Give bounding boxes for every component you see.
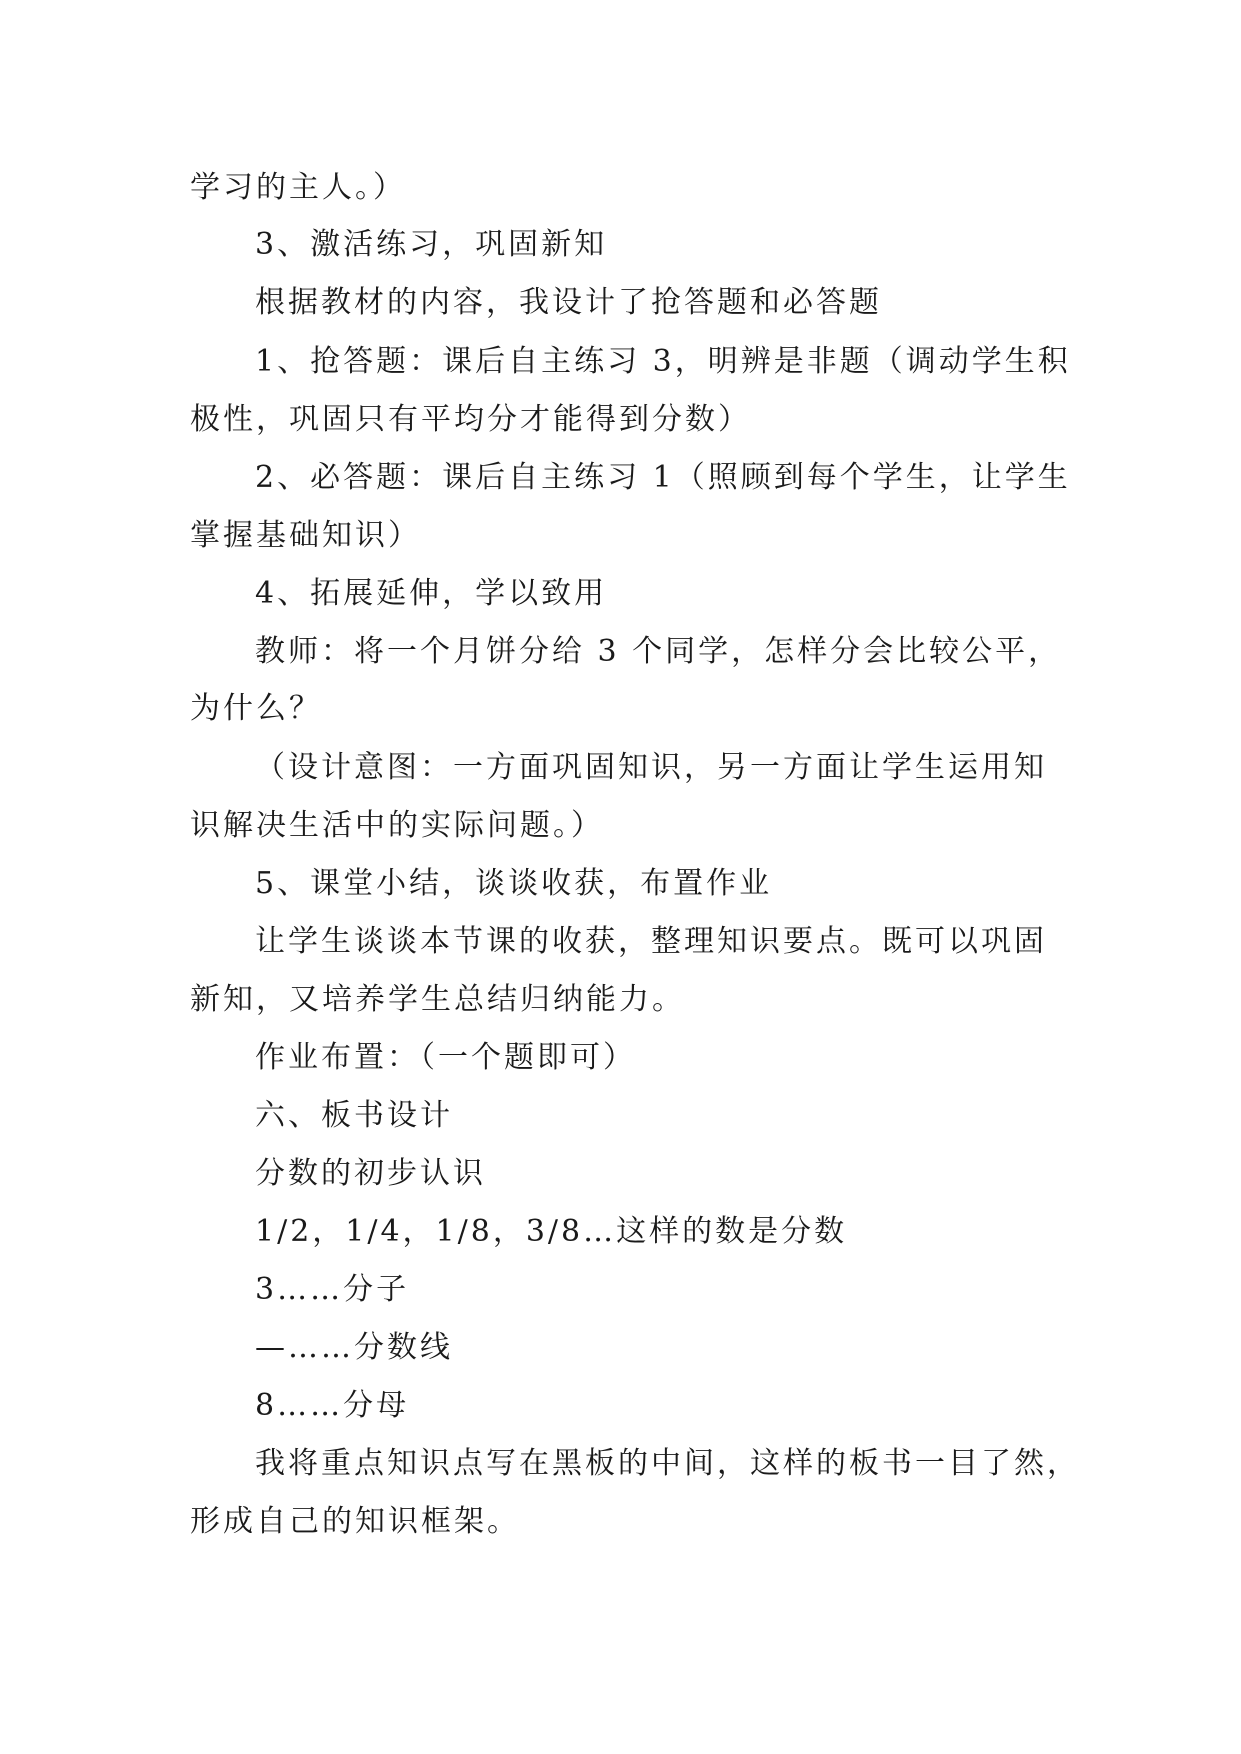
- text-line: 极性，巩固只有平均分才能得到分数）: [190, 402, 751, 437]
- text-line: 形成自己的知识框架。: [190, 1504, 520, 1539]
- text-line: （设计意图：一方面巩固知识，另一方面让学生运用知: [255, 750, 1047, 785]
- text-line: 3……分子: [255, 1272, 410, 1307]
- text-line: 学习的主人。）: [190, 170, 406, 205]
- text-line: 为什么？: [190, 691, 322, 726]
- text-line: 1、抢答题：课后自主练习 3，明辨是非题（调动学生积: [255, 344, 1071, 379]
- text-line: 分数的初步认识: [255, 1156, 486, 1191]
- text-line: 8……分母: [255, 1388, 410, 1423]
- text-line: 教师：将一个月饼分给 3 个同学，怎样分会比较公平，: [255, 634, 1062, 669]
- section-heading: 4、拓展延伸，学以致用: [255, 576, 608, 611]
- text-line: 让学生谈谈本节课的收获，整理知识要点。既可以巩固: [255, 924, 1047, 959]
- text-line: 识解决生活中的实际问题。）: [190, 808, 604, 843]
- section-heading: 3、激活练习，巩固新知: [255, 227, 608, 262]
- text-line: 1/2，1/4，1/8，3/8…这样的数是分数: [255, 1214, 848, 1249]
- section-heading: 5、课堂小结，谈谈收获，布置作业: [255, 866, 773, 901]
- text-line: 作业布置：（一个题即可）: [255, 1040, 636, 1075]
- text-line: 2、必答题：课后自主练习 1（照顾到每个学生，让学生: [255, 460, 1071, 495]
- text-line: 根据教材的内容，我设计了抢答题和必答题: [255, 285, 882, 320]
- text-line: 掌握基础知识）: [190, 518, 421, 553]
- text-line: 我将重点知识点写在黑板的中间，这样的板书一目了然，: [255, 1446, 1080, 1481]
- text-line: 新知，又培养学生总结归纳能力。: [190, 982, 685, 1017]
- text-line: —……分数线: [255, 1330, 453, 1365]
- section-heading: 六、板书设计: [255, 1098, 453, 1133]
